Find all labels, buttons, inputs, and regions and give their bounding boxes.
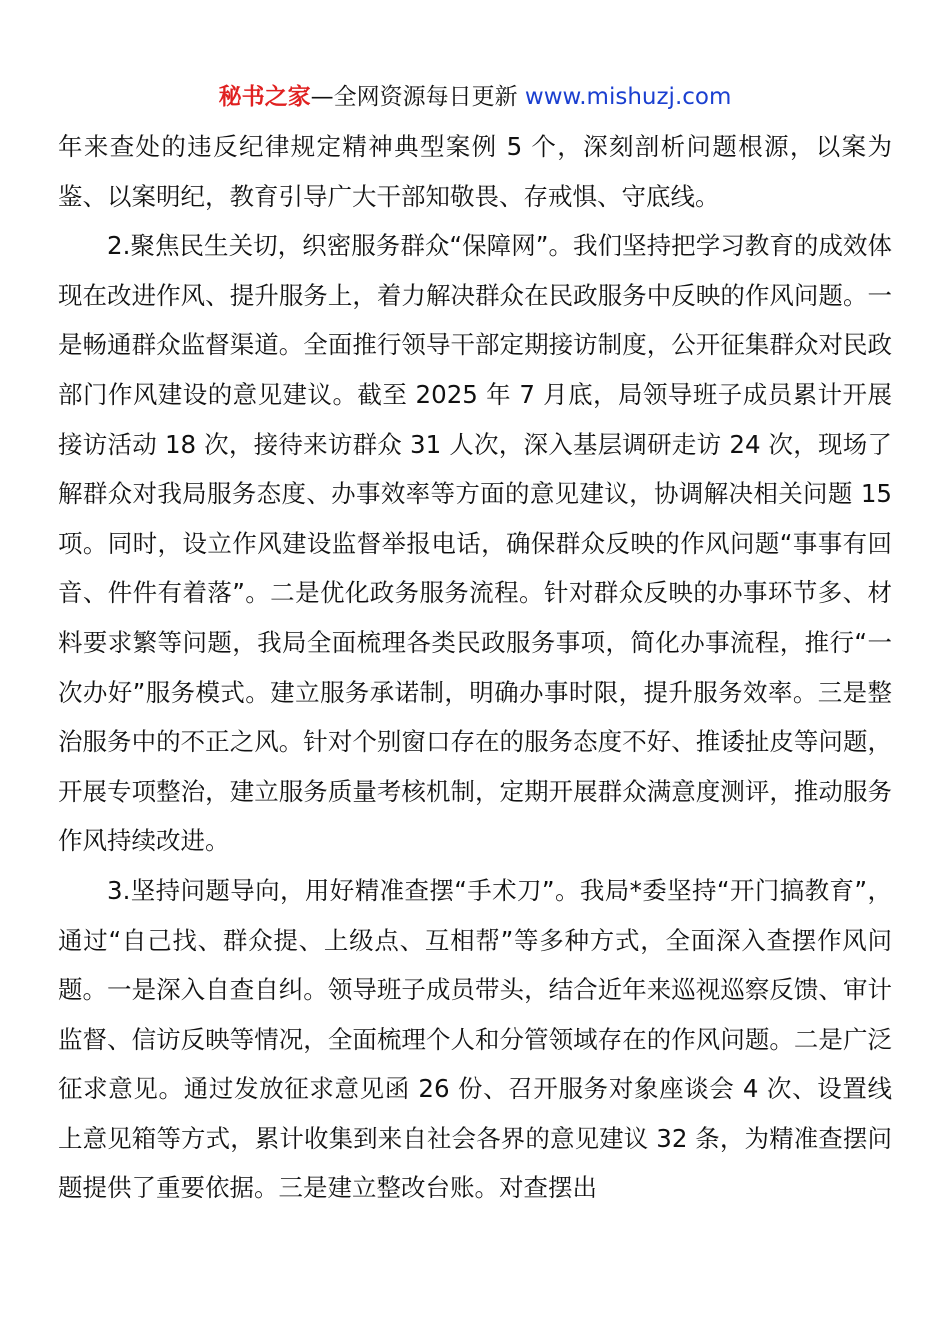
site-url[interactable]: www.mishuzj.com [524, 84, 732, 110]
site-brand: 秘书之家 [218, 84, 311, 110]
document-body [58, 122, 892, 1213]
paragraph-item-3: 3.坚持问题导向，用好精准查摆“手术刀”。我局*委坚持“开门搞教育”，通过“自己找、群众提、上级点、互相帮”等多种方式，全面深入查摆作风问题。一是深入自查自纠。领导班子成员带头，结合近年来巡视巡察反馈、审计监督、信访反映等情况，全面梳理个人和分管领域存在的作风问题。二是广泛征求意见。通过发放征求意见函 26 份、召开服务对象座谈会 4 次、设置线上意见箱等方式，累计收集到来自社会各界的意见建议 32 条，为精准查摆问题提供了重要依据。三是建立整改台账。对查摆出 [58, 875, 892, 1203]
paragraph-item-2: 2.聚焦民生关切，织密服务群众“保障网”。我们坚持把学习教育的成效体现在改进作风、提升服务上，着力解决群众在民政服务中反映的作风问题。一是畅通群众监督渠道。全面推行领导干部定期接访制度，公开征集群众对民政部门作风建设的意见建议。截至 2025 年 7 月底，局领导班子成员累计开展接访活动 18 次，接待来访群众 31 人次，深入基层调研走访 24 次，现场了解群众对我局服务态度、办事效率等方面的意见建议，协调解决相关问题 15 项。同时，设立作风建设监督举报电话，确保群众反映的作风问题“事事有回音、件件有着落”。二是优化政务服务流程。针对群众反映的办事环节多、材料要求繁等问题，我局全面梳理各类民政服务事项，简化办事流程，推行“一次办好”服务模式。建立服务承诺制，明确办事时限，提升服务效率。三是整治服务中的不正之风。针对个别窗口存在的服务态度不好、推诿扯皮等问题，开展专项整治，建立服务质量考核机制，定期开展群众满意度测评，推动服务作风持续改进。 [58, 231, 892, 856]
paragraph-continued: 年来查处的违反纪律规定精神典型案例 5 个，深刻剖析问题根源，以案为鉴、以案明纪，教育引导广大干部知敬畏、存戒惧、守底线。 [58, 132, 892, 211]
site-tagline: —全网资源每日更新 [310, 84, 525, 110]
site-header [0, 80, 950, 114]
